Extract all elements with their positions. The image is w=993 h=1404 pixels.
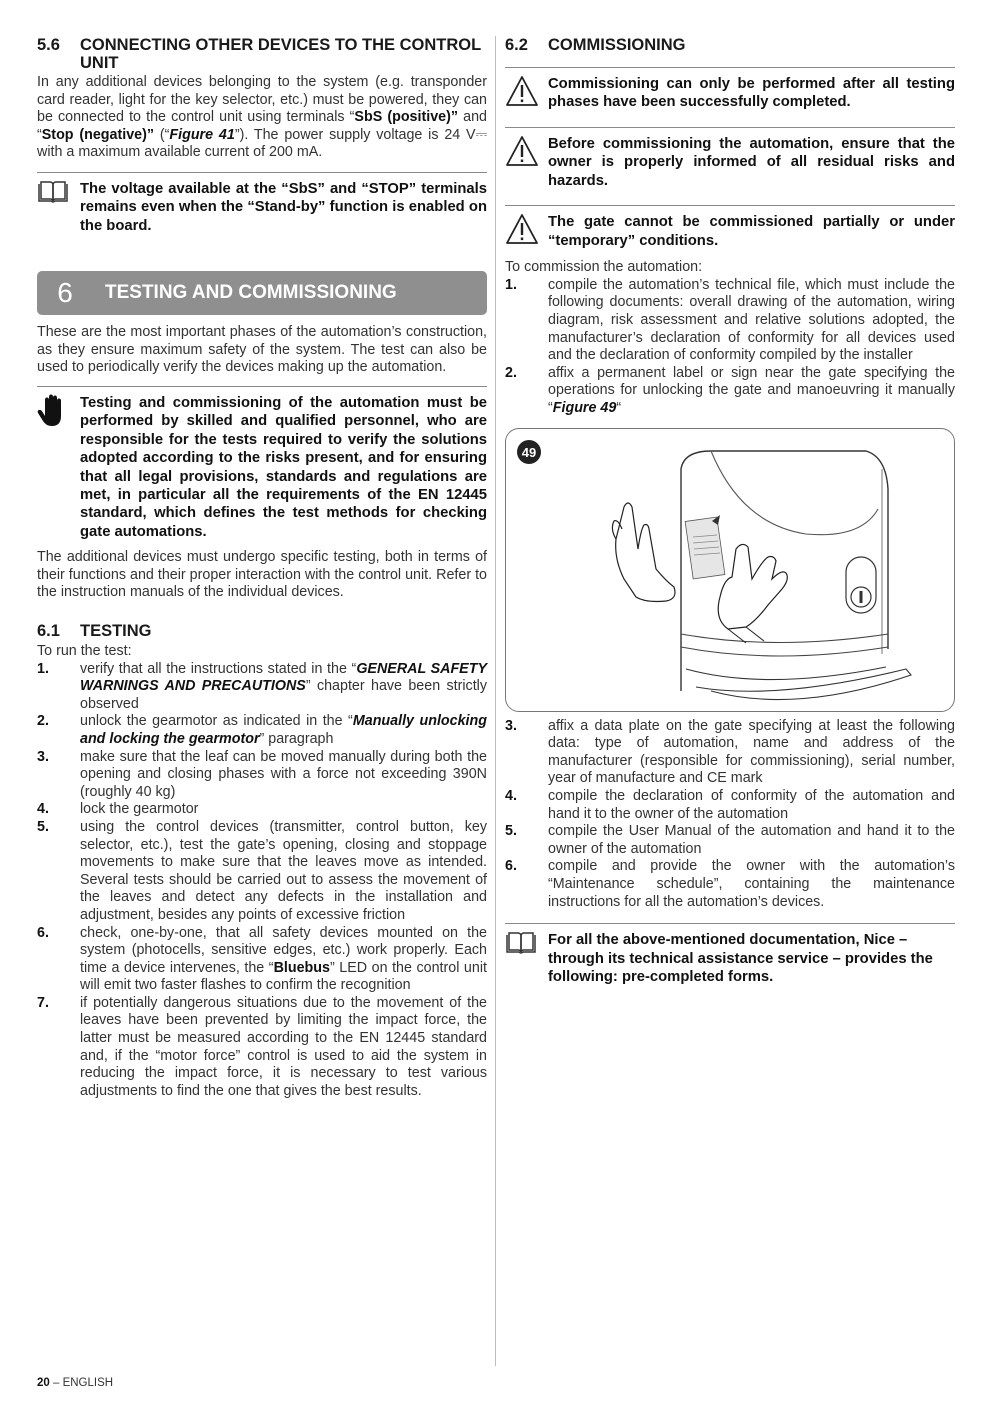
section-number: 5.6	[37, 36, 60, 54]
bold-run: SbS (positive)”	[354, 109, 459, 126]
section-6-2-heading	[505, 36, 955, 54]
chapter-title: TESTING AND COMMISSIONING	[105, 282, 397, 304]
list-item	[37, 749, 487, 802]
warning-text: Testing and commissioning of the automation must be performed by skilled and qualified personnel, who are responsible for the tests required to verify the solutions adopted according to the risks present, and for ensuring that all legal provisions, standards and regulations are met, in particular all the requirements of the EN 12445 standard, which defines the test methods for checking gate automations.	[80, 394, 487, 540]
commissioning-lead: To commission the automation:	[505, 259, 703, 276]
text-run: and “	[37, 109, 487, 143]
list-item	[505, 718, 955, 788]
item-number: 4.	[37, 801, 49, 818]
text-run: ” chapter have been strictly observed	[80, 678, 488, 712]
list-item	[505, 277, 955, 365]
warning-triangle-icon	[505, 213, 548, 250]
item-text: compile the declaration of conformity of the automation and hand it to the owner of the automation	[548, 787, 955, 822]
note-text: For all the above-mentioned documentation, Nice – through its technical assistance service – provides the following: pre-completed forms.	[548, 932, 933, 985]
gearmotor-illustration	[506, 429, 954, 711]
warning-text: The gate cannot be commissioned partially or under “temporary” conditions.	[548, 214, 955, 249]
column-divider	[495, 36, 496, 1366]
text-run: (“	[154, 126, 170, 143]
commissioning-warning-3	[505, 205, 955, 250]
item-text: compile and provide the owner with the automation’s “Maintenance schedule”, containing the maintenance instructions for all the automation’s devices.	[548, 858, 955, 910]
bold-run: Stop (negative)”	[41, 126, 155, 143]
bold-run: Bluebus	[273, 959, 330, 976]
section-number: 6.1	[37, 622, 60, 640]
chapter-intro: These are the most important phases of the automation’s construction, as they ensure maximum safety of the system. The test can also be used to periodically verify the devices making up the automation.	[37, 324, 487, 376]
warning-triangle-icon	[505, 75, 548, 112]
item-text: make sure that the leaf can be moved manually during both the opening and closing phases with a force not exceeding 390N (roughly 40 kg)	[80, 748, 487, 800]
item-text: compile the automation’s technical file, which must include the following documents: overall drawing of the automation, wiring diagram, risk assessment and relative solutions adopted, the manufacturer’s declaration of conformity for all devices used and the declaration of conformity compiled by the installer	[548, 276, 955, 364]
note-text: The voltage available at the “SbS” and “STOP” terminals remains even when the “Stand-by” function is enabled on the board.	[80, 180, 487, 234]
chapter-number: 6	[57, 277, 73, 309]
section-title: CONNECTING OTHER DEVICES TO THE CONTROL UNIT	[80, 36, 481, 72]
list-item	[505, 823, 955, 858]
item-text: using the control devices (transmitter, control button, key selector, etc.), test the gate’s opening, closing and stoppage movements to make sure that the leaves move as intended. Several tests should be carried out to assess the movement of the leaves and detect any defects in the installation and adjustment, besides any points of excessive friction	[80, 818, 487, 923]
stop-hand-icon	[37, 394, 80, 541]
item-number: 1.	[505, 276, 517, 293]
book-icon	[505, 931, 548, 986]
book-icon	[37, 180, 80, 235]
item-number: 7.	[37, 994, 49, 1011]
documentation-note	[505, 923, 955, 986]
item-number: 3.	[37, 748, 49, 765]
list-item	[37, 713, 487, 748]
item-number: 2.	[37, 713, 49, 730]
list-item	[37, 661, 487, 714]
commissioning-warning-2	[505, 127, 955, 190]
text-run: affix a permanent label or sign near the gate specifying the operations for unlocking the gate and manoeuvring it manually “	[548, 364, 955, 416]
text-run: ” paragraph	[259, 730, 334, 747]
commissioning-steps-b	[505, 718, 955, 912]
text-run: check, one-by-one, that all safety devices mounted on the system (photocells, sensitive edges, etc.) work properly. Each time a device intervenes, the “	[80, 924, 487, 976]
item-text: affix a data plate on the gate specifying at least the following data: type of automation, name and address of the manufacturer (responsible for commissioning), serial number, year of manufacture and CE mark	[548, 717, 955, 787]
item-text: if potentially dangerous situations due to the movement of the leaves have been prevented by limiting the impact force, the latter must be measured according to the EN 12445 standard and, if the “motor force” control is used to aid the system in reducing the impact force, it is necessary to test various adjustments to find the one that gives the best results.	[80, 994, 487, 1099]
item-number: 5.	[37, 818, 49, 835]
section-5-6-heading	[37, 36, 487, 72]
hand-warning	[37, 386, 487, 541]
commissioning-warning-1	[505, 67, 955, 112]
chapter-reference: GENERAL SAFETY WARNINGS AND PRECAUTIONS	[80, 660, 487, 695]
list-item	[505, 788, 955, 823]
text-run: “	[616, 399, 622, 416]
section-title: TESTING	[80, 622, 152, 640]
list-item	[505, 365, 955, 418]
text-run: In any additional devices belonging to the system (e.g. transponder card reader, light for the key selector, etc.) must be powered, they can be connected to the control unit using terminals “	[37, 74, 487, 126]
warning-triangle-icon	[505, 135, 548, 190]
list-item	[505, 858, 955, 911]
page-footer	[37, 1377, 113, 1389]
figure-49	[505, 428, 955, 712]
item-text: lock the gearmotor	[80, 801, 199, 818]
item-number: 6.	[505, 858, 517, 875]
footer-language: – ENGLISH	[49, 1377, 114, 1389]
section-6-1-heading	[37, 622, 487, 640]
item-number: 2.	[505, 364, 517, 381]
figure-reference: Figure 41	[169, 126, 235, 143]
testing-steps	[37, 661, 487, 1101]
item-number: 3.	[505, 717, 517, 734]
item-number: 5.	[505, 823, 517, 840]
text-run: unlock the gearmotor as indicated in the “	[80, 713, 353, 730]
warning-text: Commissioning can only be performed after all testing phases have been successfully completed.	[548, 76, 955, 111]
section-title: COMMISSIONING	[548, 36, 686, 54]
text-run: ”). The power supply voltage is 24 V⎓ with a maximum available current of 200 mA.	[37, 126, 488, 161]
paragraph-reference: Manually unlocking and locking the gearmotor	[80, 713, 487, 747]
item-text: compile the User Manual of the automation and hand it to the owner of the automation	[548, 823, 955, 857]
additional-devices-paragraph: The additional devices must undergo specific testing, both in terms of their functions and their proper interaction with the control unit. Refer to the instruction manuals of the individual devices.	[37, 549, 487, 601]
list-item	[37, 995, 487, 1101]
item-number: 1.	[37, 660, 49, 677]
section-5-6-paragraph	[37, 74, 487, 162]
warning-text: Before commissioning the automation, ensure that the owner is properly informed of all residual risks and hazards.	[548, 136, 955, 189]
commissioning-steps-a	[505, 277, 955, 418]
figure-reference: Figure 49	[552, 399, 617, 416]
item-number: 6.	[37, 924, 49, 941]
text-run: ” LED on the control unit will emit two faster flashes to confirm the recognition	[80, 959, 487, 994]
chapter-6-banner	[37, 271, 487, 315]
section-number: 6.2	[505, 36, 528, 54]
right-column	[505, 36, 955, 986]
page-number: 20	[37, 1377, 50, 1389]
list-item	[37, 819, 487, 925]
figure-number-label: 49	[521, 444, 537, 460]
text-run: verify that all the instructions stated in the “	[80, 660, 357, 677]
list-item	[37, 925, 487, 995]
book-note	[37, 172, 487, 235]
list-item	[37, 801, 487, 819]
left-column	[37, 36, 487, 1100]
testing-lead: To run the test:	[37, 643, 132, 659]
item-number: 4.	[505, 787, 517, 804]
